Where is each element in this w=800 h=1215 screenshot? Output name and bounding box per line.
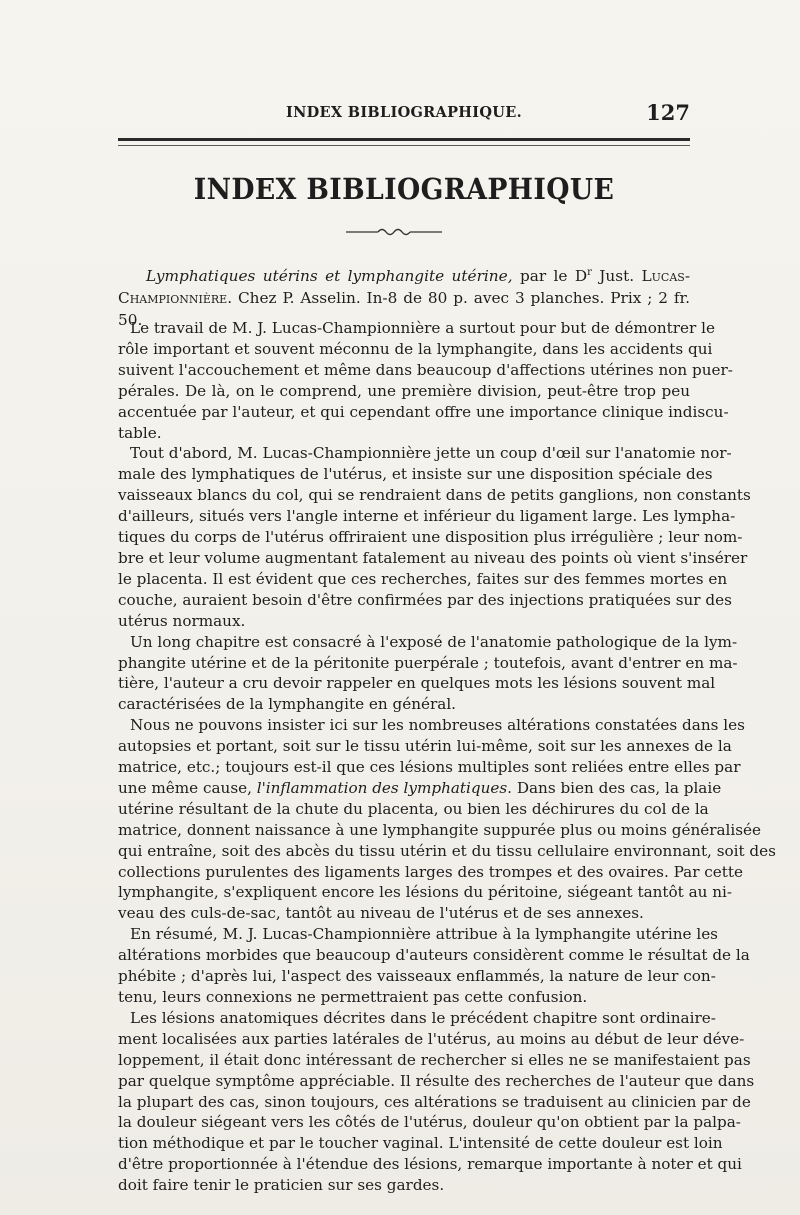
running-title: INDEX BIBLIOGRAPHIQUE. — [286, 104, 522, 121]
text-line-content: Un long chapitre est consacré à l'exposé de l'anatomie pathologique de la lym- — [130, 632, 738, 651]
reference-details: . Chez P. Asselin. In-8 de 80 p. avec 3 planches. Prix ; 2 fr. 50. — [118, 289, 690, 330]
text-line-content: matrice, donnent naissance à une lymphangite suppurée plus ou moins généralisée — [118, 820, 762, 839]
text-line — [118, 882, 733, 903]
text-line — [118, 632, 738, 653]
text-line-content: phangite utérine et de la péritonite puerpérale ; toutefois, avant d'entrer en ma- — [118, 653, 738, 672]
text-line — [118, 485, 751, 506]
text-line-content: male des lymphatiques de l'utérus, et insiste sur une disposition spéciale des — [118, 465, 713, 484]
text-line — [118, 1092, 751, 1113]
text-line-content: vaisseaux blancs du col, qui se rendraient dans de petits ganglions, non constants — [118, 486, 751, 505]
text-line — [118, 987, 690, 1008]
reference-by: par le D — [512, 267, 588, 286]
text-line-content: Nous ne pouvons insister ici sur les nombreuses altérations constatées dans les — [130, 716, 745, 735]
text-line-content: accentuée par l'auteur, et qui cependant offre une importance clinique indiscu- — [118, 402, 729, 421]
text-line-content: d'ailleurs, situés vers l'angle interne et inférieur du ligament large. Les lympha- — [118, 507, 736, 526]
title-ornament — [344, 225, 444, 239]
text-line — [118, 966, 716, 987]
text-line-content: suivent l'accouchement et même dans beaucoup d'affections utérines non puer- — [118, 360, 733, 379]
text-line-content: la plupart des cas, sinon toujours, ces altérations se traduisent au clinicien par de — [118, 1092, 751, 1111]
text-line — [118, 1112, 741, 1133]
text-line-content: utérine résultant de la chute du placenta, ou bien les déchirures du col de la — [118, 799, 709, 818]
text-line-content: couche, auraient besoin d'être confirmées par des injections pratiquées sur des — [118, 590, 732, 609]
text-line-content: tiques du corps de l'utérus offriraient une disposition plus irrégulière ; leur nom- — [118, 528, 743, 547]
text-line — [118, 443, 732, 464]
text-line-content: pérales. De là, on le comprend, une première division, peut-être trop peu — [118, 381, 690, 400]
work-title: Lymphatiques utérins et lymphangite utérine, — [146, 267, 513, 286]
text-line-content: lymphangite, s'expliquent encore les lésions du péritoine, siégeant tantôt au ni- — [118, 883, 733, 902]
text-line-content: tenu, leurs connexions ne permettraient pas cette confusion. — [118, 988, 588, 1006]
header-rule-thin — [118, 145, 690, 146]
text-line-content: tion méthodique et par le toucher vaginal. L'intensité de cette douleur est loin — [118, 1134, 723, 1153]
header-rule-thick — [118, 138, 690, 141]
dr-superscript: r — [587, 267, 592, 278]
text-line — [118, 402, 729, 423]
text-line-content: En résumé, M. J. Lucas-Championnière attribue à la lymphangite utérine les — [130, 925, 718, 944]
text-line-content: veau des culs-de-sac, tantôt au niveau de l'utérus et de ses annexes. — [118, 904, 644, 923]
text-line — [118, 924, 718, 945]
text-line — [118, 1071, 755, 1092]
text-line — [118, 736, 732, 757]
text-line — [118, 1008, 716, 1029]
text-line-content: d'être proportionnée à l'étendue des lésions, remarque importante à noter et qui — [118, 1155, 742, 1174]
text-line — [118, 694, 690, 715]
text-line — [118, 569, 728, 590]
text-line — [118, 862, 743, 883]
text-line — [118, 506, 736, 527]
text-line-content: collections purulentes des ligaments larges des trompes et des ovaires. Par cette — [118, 862, 743, 881]
text-line-content: Les lésions anatomiques décrites dans le précédent chapitre sont ordinaire- — [130, 1008, 716, 1027]
text-line-content: qui entraîne, soit des abcès du tissu utérin et du tissu cellulaire environnant, soit des — [118, 841, 776, 860]
text-line-content: Tout d'abord, M. Lucas-Championnière jette un coup d'œil sur l'anatomie nor- — [130, 444, 732, 463]
text-line — [118, 1050, 751, 1071]
text-line — [118, 611, 690, 632]
text-line-content: matrice, etc.; toujours est-il que ces lésions multiples sont reliées entre elles par — [118, 758, 741, 777]
text-line-content: la douleur siégeant vers les côtés de l'utérus, douleur qu'on obtient par la palpa- — [118, 1113, 741, 1132]
text-line — [118, 590, 732, 611]
text-line — [118, 1133, 723, 1154]
text-line-content: phébite ; d'après lui, l'aspect des vaisseaux enflammés, la nature de leur con- — [118, 967, 716, 986]
page-number: 127 — [646, 100, 690, 125]
page-title: INDEX BIBLIOGRAPHIQUE — [193, 172, 615, 206]
text-line-content: Le travail de M. J. Lucas-Championnière a surtout pour but de démontrer le — [130, 319, 715, 337]
text-line — [118, 548, 748, 569]
text-line — [118, 945, 750, 966]
text-line-content: altérations morbides que beaucoup d'auteurs considèrent comme le résultat de la — [118, 946, 750, 965]
text-line — [118, 778, 722, 799]
text-line-content: utérus normaux. — [118, 611, 246, 630]
running-head — [118, 100, 690, 124]
text-line-content: le placenta. Il est évident que ces recherches, faites sur des femmes mortes en — [118, 569, 728, 588]
text-line — [118, 527, 743, 548]
text-line — [118, 423, 690, 444]
text-line-content: loppement, il était donc intéressant de rechercher si elles ne se manifestaient pas — [118, 1050, 751, 1069]
emphasis: l'inflammation des lymphatiques — [256, 778, 508, 797]
text-line — [118, 339, 713, 360]
text-line-content: table. — [118, 423, 162, 442]
text-line — [118, 464, 713, 485]
text-line — [118, 841, 776, 862]
text-line-content: par quelque symptôme appréciable. Il résulte des recherches de l'auteur que dans — [118, 1071, 755, 1090]
text-line — [118, 715, 745, 736]
text-line-content: une même cause, — [118, 778, 257, 797]
author-name-part-2: Championnière — [118, 289, 228, 308]
text-line-continuation: . Dans bien des cas, la plaie — [507, 778, 722, 797]
text-line — [118, 1175, 690, 1196]
text-line-content: tière, l'auteur a cru devoir rappeler en quelques mots les lésions souvent mal — [118, 674, 716, 693]
text-line — [118, 653, 738, 674]
text-line-content: rôle important et souvent méconnu de la lymphangite, dans les accidents qui — [118, 339, 713, 358]
text-line — [118, 1029, 745, 1050]
text-line — [118, 318, 715, 339]
text-line — [118, 1154, 742, 1175]
text-line-content: autopsies et portant, soit sur le tissu utérin lui-même, soit sur les annexes de la — [118, 737, 732, 756]
text-line-content: ment localisées aux parties latérales de l'utérus, au moins au début de leur déve- — [118, 1029, 745, 1048]
text-line — [118, 799, 709, 820]
text-line-content: doit faire tenir le praticien sur ses gardes. — [118, 1176, 445, 1195]
text-line — [118, 757, 741, 778]
text-line-content: caractérisées de la lymphangite en général. — [118, 695, 457, 714]
text-line-content: bre et leur volume augmentant fatalement au niveau des points où vient s'insérer — [118, 548, 748, 567]
text-line — [118, 381, 690, 402]
text-line — [118, 903, 690, 924]
text-line — [118, 820, 762, 841]
author-name-part-1: Lucas- — [641, 267, 690, 286]
review-body — [118, 318, 776, 1196]
text-line — [118, 673, 716, 694]
author-first-name: Just. — [591, 267, 642, 286]
text-line — [118, 360, 733, 381]
